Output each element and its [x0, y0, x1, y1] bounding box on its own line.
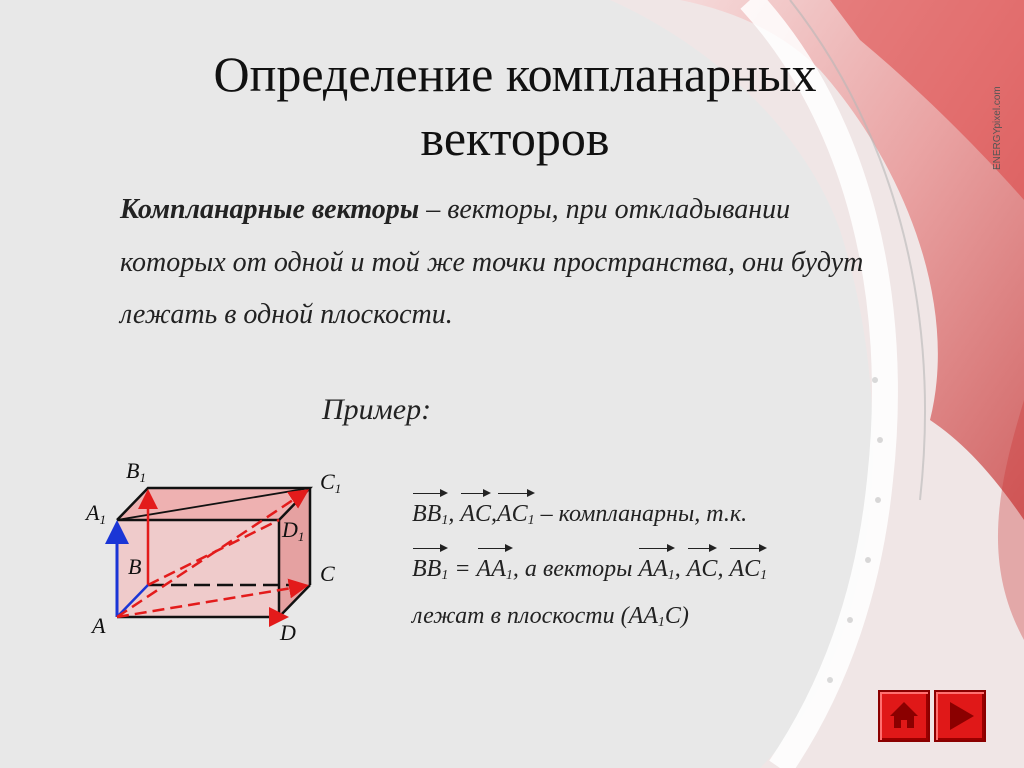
formula-block — [412, 490, 767, 643]
label-b: B — [128, 554, 142, 579]
label-d1: D1 — [282, 517, 305, 544]
label-c: C — [320, 561, 335, 586]
home-button[interactable] — [878, 690, 930, 742]
label-b1: B1 — [126, 458, 146, 485]
vector-ac1-label: $AC_1$ — [497, 490, 535, 545]
home-icon — [880, 692, 928, 740]
label-a1: A1 — [86, 500, 106, 527]
formula-line-1: $BB_1$, $AC,AC_1$ – компланарны, т.к. — [412, 490, 767, 545]
label-d: D — [280, 620, 296, 645]
vector-bb1-label: $BB_1$ — [412, 490, 448, 545]
definition-text — [120, 184, 880, 342]
formula-line-3: лежат в плоскости $(AA_1C)$ — [412, 603, 689, 630]
definition-body: – векторы, при откладывании которых от одной и той же точки пространства, они будут лежать в одной плоскости. — [120, 194, 864, 330]
slide-title: Определение компланарных векторов — [213, 46, 817, 166]
vector-ac-label: AC — [460, 490, 491, 538]
formula-line-2: $BB_1 = AA_1$, а векторы $AA_1$, AC, $AC_1$ — [412, 545, 767, 600]
parallelepiped-diagram — [80, 455, 340, 655]
play-arrow-icon — [936, 692, 984, 740]
watermark-text: ENERGYpixel.com — [992, 86, 1003, 170]
definition-term: Компланарные векторы — [120, 194, 420, 225]
label-a: A — [92, 613, 106, 638]
next-slide-button[interactable] — [934, 690, 986, 742]
label-c1: C1 — [320, 469, 342, 496]
example-label: Пример: — [322, 393, 432, 426]
